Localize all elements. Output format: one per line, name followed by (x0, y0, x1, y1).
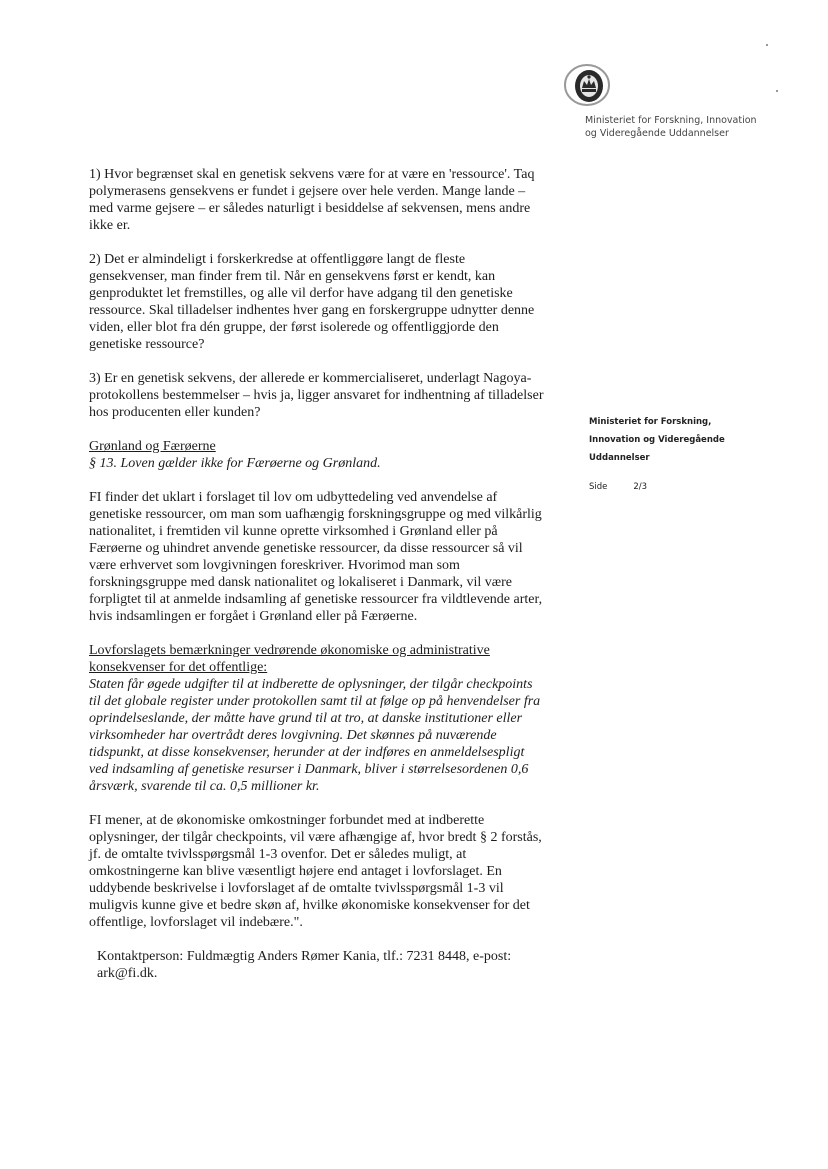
text-line: ressource. Skal tilladelser indhentes hver gang en forskergruppe udnytter denne (89, 303, 535, 318)
section-heading: Grønland og Færøerne (89, 439, 216, 454)
text-line: hvis indsamlingen er forgået i Grønland eller på Færøerne. (89, 609, 418, 624)
section-heading: konsekvenser for det offentlige: (89, 660, 268, 675)
text-line: protokollens bestemmelser – hvis ja, ligger ansvaret for indhentning af tilladelser (89, 388, 544, 403)
text-line: jf. de omtalte tvivlsspørgsmål 1-3 ovenfor. Det er således muligt, at (89, 847, 467, 862)
page-value: 2/3 (633, 482, 648, 492)
sidebar-ministry-line: Innovation og Videregående (589, 435, 725, 445)
text-line: Færøerne og uhindret anvende genetiske ressourcer, da disse ressourcer så vil (89, 541, 523, 556)
letterhead-ministry-name (585, 114, 757, 140)
letter-body (89, 166, 569, 999)
text-line: 3) Er en genetisk sekvens, der allerede er kommercialiseret, underlagt Nagoya- (89, 371, 532, 386)
text-line: 2) Det er almindeligt i forskerkredse at offentliggøre langt de fleste (89, 252, 466, 267)
greenland-faroe-section (89, 438, 569, 472)
text-line: genetiske ressource? (89, 337, 205, 352)
text-line: forskningsgruppe med dansk nationalitet og lokaliseret i Danmark, vil være (89, 575, 513, 590)
text-line: med varme gejsere – er således naturligt i besiddelse af sekvensen, mens andre (89, 201, 531, 216)
consequences-section (89, 642, 569, 795)
quote-line: årsværk, svarende til ca. 0,5 millioner kr. (89, 779, 320, 794)
text-line: polymerasens gensekvens er fundet i gejsere over hele verden. Mange lande – (89, 184, 526, 199)
contact-paragraph (97, 948, 569, 982)
text-line: viden, eller blot fra dén gruppe, der først isolerede og offentliggjorde den (89, 320, 499, 335)
quote-line: til det globale register under protokollen samt til at følge op på henvendelser fra (89, 694, 541, 709)
text-line: offentlige, lovforslaget vil indebære.". (89, 915, 303, 930)
quote-line: tidspunkt, at disse konsekvenser, herunder at der indføres en anmeldelsespligt (89, 745, 525, 760)
sidebar-ministry-name (589, 413, 725, 467)
letterhead-line: og Videregående Uddannelser (585, 128, 729, 139)
text-line: genproduktet let fremstilles, og alle vil derfor have adgang til den genetiske (89, 286, 513, 301)
greenland-faroe-paragraph (89, 489, 569, 625)
question-3-paragraph (89, 370, 569, 421)
letterhead-line: Ministeriet for Forskning, Innovation (585, 115, 757, 126)
question-2-paragraph (89, 251, 569, 353)
text-line: ikke er. (89, 218, 131, 233)
text-line: forpligtet til at anmelde indsamling af genetiske ressourcer fra vildtlevende arter, (89, 592, 543, 607)
sidebar-ministry-line: Uddannelser (589, 453, 650, 463)
page-number (589, 482, 647, 492)
contact-email[interactable]: ark@fi.dk. (97, 966, 158, 981)
law-quote: § 13. Loven gælder ikke for Færøerne og Grønland. (89, 456, 381, 471)
text-line: FI finder det uklart i forslaget til lov om udbyttedeling ved anvendelse af (89, 490, 498, 505)
text-line: FI mener, at de økonomiske omkostninger forbundet med at indberette (89, 813, 485, 828)
text-line: genetiske ressourcer, om man som uafhængig forskningsgruppe og med vilkårlig (89, 507, 542, 522)
scan-speck (766, 44, 768, 46)
text-line: oplysninger, der tilgår checkpoints, vil være afhængige af, hvor bredt § 2 forstås, (89, 830, 542, 845)
quote-line: oprindelseslande, der måtte have grund til at tro, at danske institutioner eller (89, 711, 523, 726)
quote-line: virksomheder har overtrådt deres lovgivning. Det skønnes på nuværende (89, 728, 497, 743)
sidebar-ministry-line: Ministeriet for Forskning, (589, 417, 712, 427)
text-line: uddybende beskrivelse i lovforslaget af de omtalte tvivlsspørgsmål 1-3 vil (89, 881, 504, 896)
text-line: 1) Hvor begrænset skal en genetisk sekvens være for at være en 'ressource'. Taq (89, 167, 535, 182)
text-line: nationalitet, i fremtiden vil kunne oprette virksomhed i Grønland eller på (89, 524, 498, 539)
ministry-crown-logo (562, 62, 612, 108)
text-line: være erhvervet som lovgivningen foreskriver. Hvorimod man som (89, 558, 460, 573)
text-line: gensekvenser, man finder frem til. Når en gensekvens først er kendt, kan (89, 269, 496, 284)
page-label: Side (589, 482, 608, 492)
text-line: omkostningerne kan blive væsentligt højere end antaget i lovforslaget. En (89, 864, 502, 879)
section-heading: Lovforslagets bemærkninger vedrørende økonomiske og administrative (89, 643, 490, 658)
text-line: muligvis kunne give et bedre skøn af, hvilke økonomiske konsekvenser for det (89, 898, 530, 913)
contact-line: Kontaktperson: Fuldmægtig Anders Rømer Kania, tlf.: 7231 8448, e-post: (97, 949, 512, 964)
text-line: hos producenten eller kunden? (89, 405, 261, 420)
cost-opinion-paragraph (89, 812, 569, 931)
quote-line: Staten får øgede udgifter til at indberette de oplysninger, der tilgår checkpoints (89, 677, 533, 692)
scan-speck (776, 90, 778, 92)
question-1-paragraph (89, 166, 569, 234)
quote-line: ved indsamling af genetiske resurser i Danmark, bliver i størrelsesordenen 0,6 (89, 762, 529, 777)
